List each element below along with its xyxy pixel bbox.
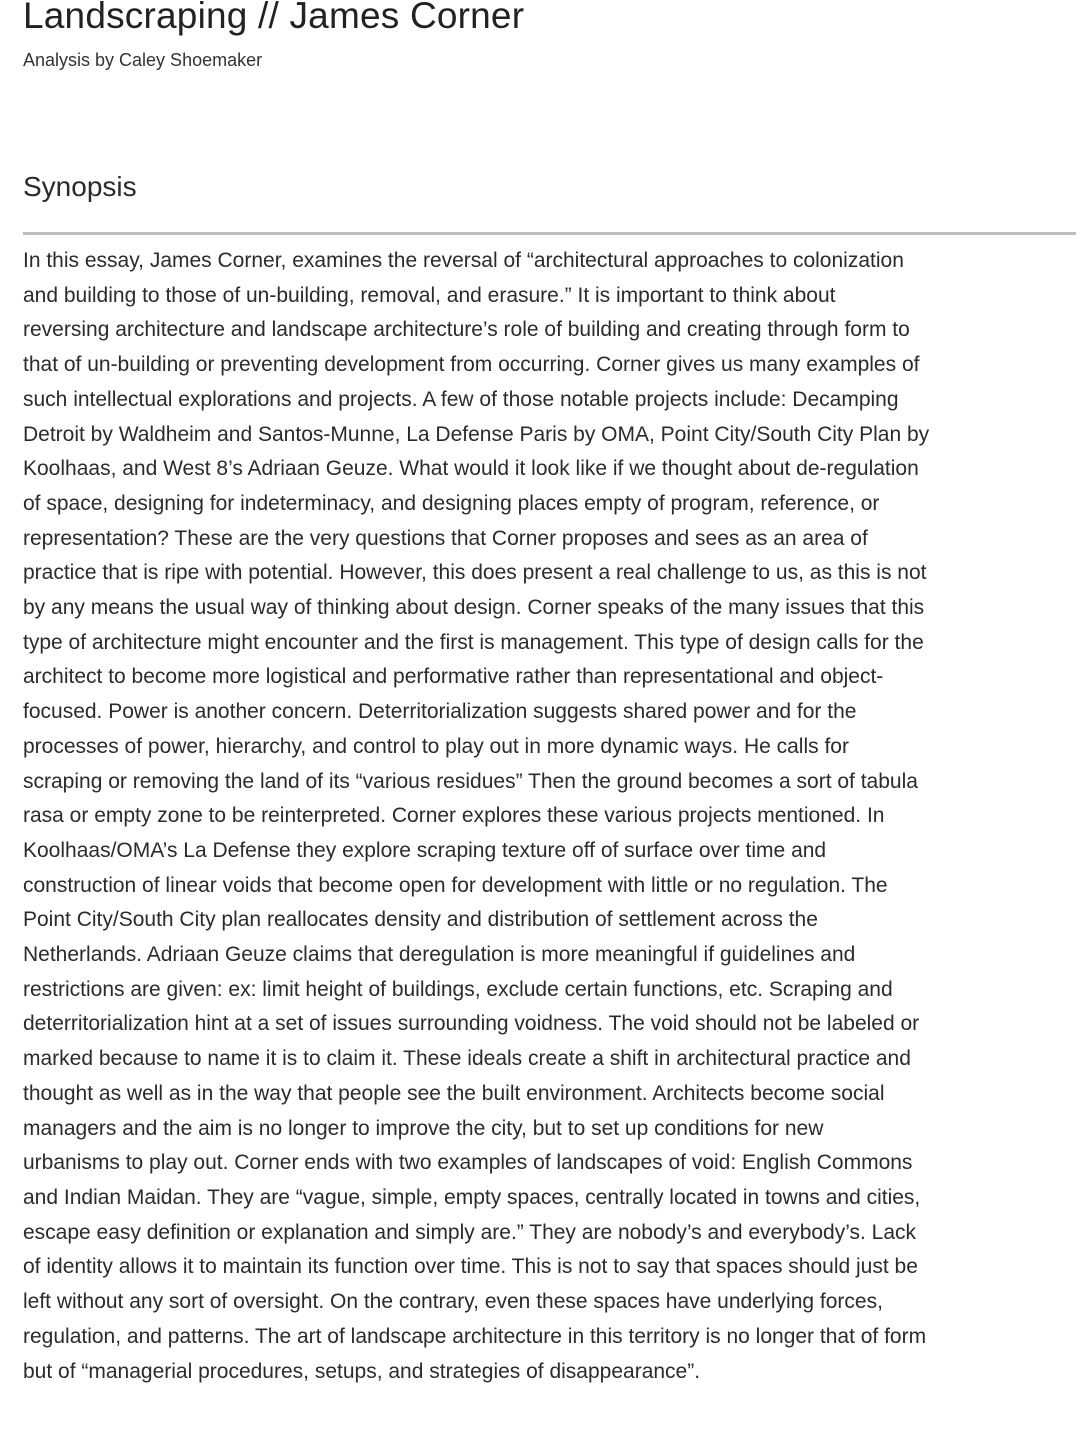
page-title: Landscraping // James Corner — [23, 0, 525, 36]
paragraph-line: representation? These are the very questions that Corner proposes and sees as an area of — [23, 526, 868, 550]
paragraph-line: but of “managerial procedures, setups, and strategies of disappearance”. — [23, 1359, 701, 1383]
paragraph-line: In this essay, James Corner, examines the reversal of “architectural approaches to colonization — [23, 249, 904, 272]
paragraph-line: thought as well as in the way that people see the built environment. Architects become social — [23, 1081, 885, 1105]
paragraph-line: such intellectual explorations and projects. A few of those notable projects include: Decamping — [23, 387, 899, 411]
paragraph-line: regulation, and patterns. The art of landscape architecture in this territory is no longer that of form — [23, 1324, 927, 1348]
paragraph-line: scraping or removing the land of its “various residues” Then the ground becomes a sort of tabula — [23, 769, 918, 793]
paragraph-line: Netherlands. Adriaan Geuze claims that deregulation is more meaningful if guidelines and — [23, 943, 856, 967]
paragraph-line: of identity allows it to maintain its function over time. This is not to say that spaces should just be — [23, 1255, 918, 1279]
section-heading-synopsis: Synopsis — [23, 171, 137, 202]
paragraph-line: by any means the usual way of thinking about design. Corner speaks of the many issues that this — [23, 596, 925, 620]
paragraph-line: Koolhaas, and West 8’s Adriaan Geuze. What would it look like if we thought about de-regulation — [23, 457, 919, 481]
paragraph-line: type of architecture might encounter and the first is management. This type of design calls for the — [23, 630, 924, 654]
paragraph-line: rasa or empty zone to be reinterpreted. Corner explores these various projects mentioned. In — [23, 804, 885, 828]
paragraph-line: and Indian Maidan. They are “vague, simple, empty spaces, centrally located in towns and cities, — [23, 1185, 921, 1209]
paragraph-line: left without any sort of oversight. On the contrary, even these spaces have underlying forces, — [23, 1290, 883, 1314]
paragraph-line: managers and the aim is no longer to improve the city, but to set up conditions for new — [23, 1116, 824, 1140]
paragraph-line: practice that is ripe with potential. However, this does present a real challenge to us, as this is not — [23, 561, 927, 585]
paragraph-line: architect to become more logistical and performative rather than representational and object- — [23, 665, 884, 689]
paragraph-line: escape easy definition or explanation and simply are.” They are nobody’s and everybody’s. Lack — [23, 1220, 917, 1244]
paragraph-line: and building to those of un-building, removal, and erasure.” It is important to think about — [23, 283, 836, 307]
paragraph-line: deterritorialization hint at a set of issues surrounding voidness. The void should not be labeled or — [23, 1012, 920, 1036]
paragraph-line: reversing architecture and landscape architecture’s role of building and creating through form to — [23, 318, 910, 342]
paragraph-line: marked because to name it is to claim it. These ideals create a shift in architectural practice and — [23, 1047, 911, 1071]
paragraph-line: Point City/South City plan reallocates density and distribution of settlement across the — [23, 908, 818, 932]
paragraph-line: of space, designing for indeterminacy, and designing places empty of program, reference, or — [23, 491, 880, 515]
paragraph-line: restrictions are given: ex: limit height of buildings, exclude certain functions, etc. Scraping and — [23, 977, 893, 1001]
paragraph-line: processes of power, hierarchy, and control to play out in more dynamic ways. He calls for — [23, 734, 849, 758]
paragraph-line: Koolhaas/OMA’s La Defense they explore scraping texture off of surface over time and — [23, 838, 827, 862]
paragraph-line: focused. Power is another concern. Deterritorialization suggests shared power and for the — [23, 700, 857, 724]
paragraph-line: Detroit by Waldheim and Santos-Munne, La Defense Paris by OMA, Point City/South City Plan by — [23, 422, 930, 446]
synopsis-paragraph — [23, 244, 1079, 1389]
paragraph-line: construction of linear voids that become open for development with little or no regulation. The — [23, 873, 888, 897]
byline: Analysis by Caley Shoemaker — [23, 50, 263, 70]
paragraph-line: that of un-building or preventing development from occurring. Corner gives us many examples of — [23, 353, 920, 377]
paragraph-line: urbanisms to play out. Corner ends with two examples of landscapes of void: English Commons — [23, 1151, 913, 1175]
section-divider — [23, 232, 1076, 235]
